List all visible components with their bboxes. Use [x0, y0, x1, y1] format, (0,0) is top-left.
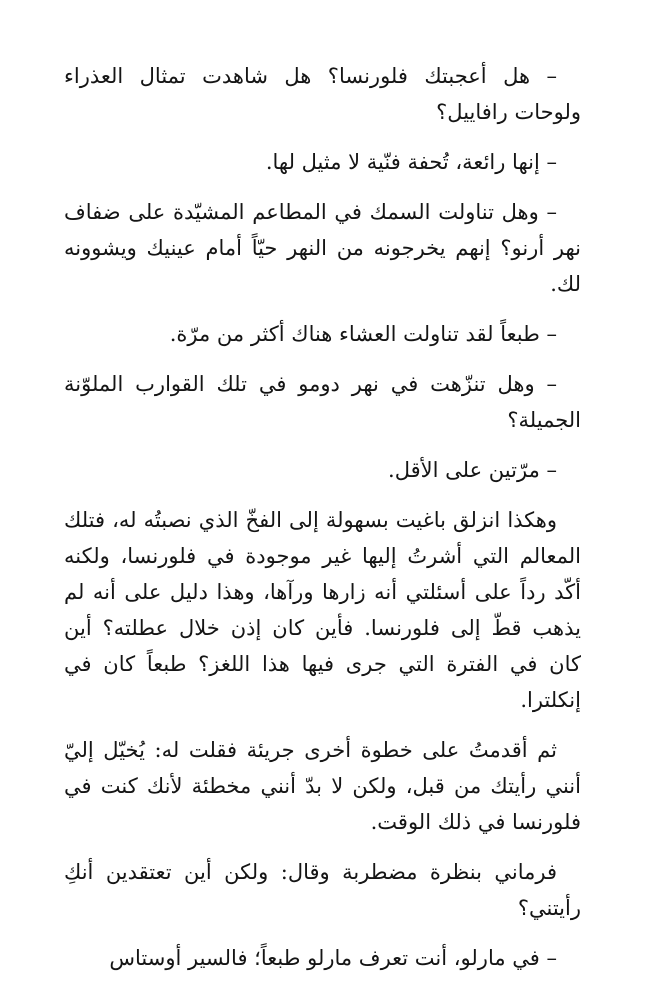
- dialogue-line-boats-question: – وهل تنزّهت في نهر دومو في تلك القوارب الملوّنة الجميلة؟: [64, 372, 581, 432]
- dialogue-line-fish-question: – وهل تناولت السمك في المطاعم المشيّدة على ضفاف نهر أرنو؟ إنهم يخرجونه من النهر حيّاً أمام عينيك ويشوونه لك.: [64, 200, 581, 296]
- dialogue-line-masterpiece-reply: – إنها رائعة، تُحفة فنّية لا مثيل لها.: [265, 150, 557, 174]
- dialogue-line-marlow: – في مارلو، أنت تعرف مارلو طبعاً؛ فالسير أوستاس: [109, 946, 557, 970]
- narration-paragraph-where-seen: فرماني بنظرة مضطربة وقال: ولكن أين تعتقدين أنكِ رأيتني؟: [64, 860, 581, 920]
- dialogue-line-dinner-reply: – طبعاً لقد تناولت العشاء هناك أكثر من مرّة.: [169, 322, 557, 346]
- narration-paragraph-trap: وهكذا انزلق باغيت بسهولة إلى الفخّ الذي نصبتُه له، فتلك المعالم التي أشرتُ إليها غير موجودة في فلورنسا، ولكنه أكّد رداً على أسئلتي أنه زارها ورآها، وهذا دليل على أنه لم يذهب قطّ إلى فلورنسا. فأين كان إذن خلال عطلته؟ أين كان في الفترة التي جرى فيها هذا اللغز؟ طبعاً كان في إنكلترا.: [64, 508, 581, 712]
- dialogue-line-florence-question: – هل أعجبتك فلورنسا؟ هل شاهدت تمثال العذراء ولوحات رافاييل؟: [64, 64, 581, 124]
- narration-paragraph-bold-step: ثم أقدمتُ على خطوة أخرى جريئة فقلت له: يُخيّل إليّ أنني رأيتك من قبل، ولكن لا بدّ أنني مخطئة لأنك كنت في فلورنسا في ذلك الوقت.: [64, 738, 581, 834]
- dialogue-line-twice-reply: – مرّتين على الأقل.: [388, 458, 557, 482]
